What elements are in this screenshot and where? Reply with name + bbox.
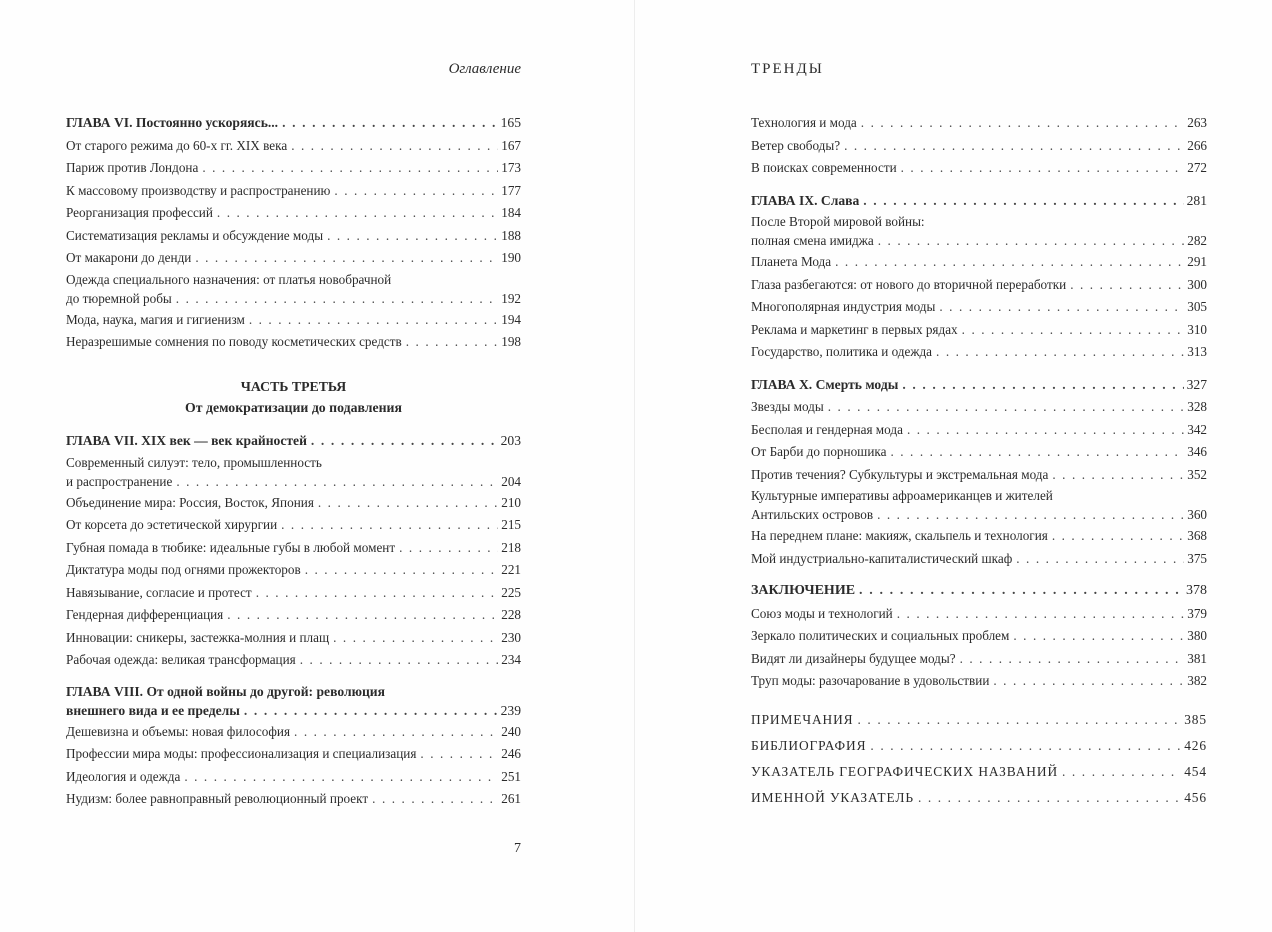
toc-entry[interactable] (751, 135, 1207, 158)
toc-entry-title: Планета Мода (751, 254, 832, 269)
toc-page-number: 210 (501, 494, 521, 510)
dot-leader (291, 135, 498, 158)
toc-page-number: 184 (501, 205, 521, 220)
toc-page-number: 381 (1187, 650, 1207, 666)
dot-leader (334, 180, 498, 203)
toc-entry-title: Неразрешимые сомнения по поводу косметических средств (66, 334, 402, 349)
dot-leader (227, 604, 498, 627)
dot-leader (1016, 548, 1184, 571)
toc-entry-title: Инновации: сникеры, застежка-молния и плащ (66, 629, 330, 645)
toc-entry-title: Губная помада в тюбике: идеальные губы в любой момент (66, 539, 396, 555)
toc-entry-title: Нудизм: более равноправный революционный проект (66, 791, 369, 806)
toc-page-number: 305 (1187, 299, 1207, 314)
toc-page-number: 263 (1187, 115, 1207, 130)
toc-entry-title-line1: После Второй мировой войны: (751, 214, 925, 229)
dot-leader (939, 296, 1184, 319)
toc-entry[interactable] (751, 525, 1207, 548)
toc-entry-title: и распространение (66, 473, 173, 489)
toc-page-number: 272 (1187, 160, 1207, 175)
toc-entry-title: От макарони до денди (66, 250, 192, 265)
toc-section-entry[interactable] (751, 759, 1207, 785)
toc-entry-title: Зеркало политических и социальных проблем (751, 628, 1010, 643)
dot-leader (184, 766, 498, 789)
toc-entry[interactable] (751, 396, 1207, 419)
toc-entry[interactable] (66, 788, 521, 811)
toc-chapter-entry[interactable] (751, 580, 1207, 603)
toc-chapter-entry[interactable] (66, 682, 521, 721)
dot-leader (890, 441, 1184, 464)
toc-entry-title: ГЛАВА VII. XIX век — век крайностей (66, 433, 307, 448)
toc-entry-title: Многополярная индустрия моды (751, 299, 936, 314)
toc-page-number: 203 (500, 433, 521, 448)
toc-entry[interactable] (66, 582, 521, 605)
toc-entry-title: Союз моды и технологий (751, 605, 893, 621)
toc-entry-title: Систематизация рекламы и обсуждение моды (66, 227, 324, 243)
toc-entry-title: От Барби до порношика (751, 444, 887, 459)
toc-page-number: 239 (500, 702, 521, 718)
part-subtitle: От демократизации до подавления (185, 400, 402, 415)
dot-leader (1013, 625, 1184, 648)
toc-page-number: 342 (1187, 421, 1207, 437)
toc-page-number: 454 (1184, 763, 1207, 779)
dot-leader (858, 707, 1182, 733)
dot-leader (962, 319, 1185, 342)
toc-entry-title-line1: Современный силуэт: тело, промышленность (66, 454, 322, 470)
toc-entry-title: ИМЕННОЙ УКАЗАТЕЛЬ (751, 789, 914, 805)
toc-entry-title: Мода, наука, магия и гигиенизм (66, 311, 245, 327)
toc-entry-title: Бесполая и гендерная мода (751, 421, 903, 437)
toc-entry[interactable] (66, 453, 521, 492)
dot-leader (844, 135, 1184, 158)
toc-entry-title: Ветер свободы? (751, 137, 841, 153)
toc-chapter-entry[interactable] (751, 190, 1207, 213)
toc-entry[interactable] (751, 648, 1207, 671)
toc-section-entry[interactable] (751, 785, 1207, 811)
toc-entry-title: до тюремной робы (66, 290, 172, 306)
toc-entry-title: Мой индустриально-капиталистический шкаф (751, 550, 1013, 566)
toc-entry[interactable] (66, 202, 521, 225)
toc-entry[interactable] (751, 296, 1207, 319)
dot-leader (936, 341, 1184, 364)
toc-entry-title: Объединение мира: Россия, Восток, Япония (66, 494, 314, 510)
toc-entry-title: На переднем плане: макияж, скальпель и технология (751, 528, 1048, 543)
toc-page-number: 456 (1184, 789, 1207, 805)
toc-page-number: 230 (501, 629, 521, 645)
toc-entry[interactable] (66, 247, 521, 270)
dot-leader (902, 374, 1183, 397)
toc-entry-title: ЗАКЛЮЧЕНИЕ (751, 583, 856, 598)
toc-page-number: 282 (1187, 233, 1207, 248)
dot-leader (993, 670, 1184, 693)
dot-leader (318, 492, 498, 515)
toc-entry-title: Париж против Лондона (66, 160, 199, 175)
toc-page-number: 346 (1187, 444, 1207, 459)
toc-entry[interactable] (751, 625, 1207, 648)
dot-leader (281, 514, 498, 537)
dot-leader (305, 559, 499, 582)
dot-leader (256, 582, 499, 605)
toc-entry[interactable] (66, 331, 521, 354)
toc-entry-title: ГЛАВА X. Смерть моды (751, 376, 899, 392)
toc-entry-title: Против течения? Субкультуры и экстремальная мода (751, 466, 1049, 482)
dot-leader (828, 396, 1184, 419)
toc-block-right (751, 112, 1207, 811)
toc-entry-title: От корсета до эстетической хирургии (66, 517, 278, 532)
toc-page-number: 300 (1187, 276, 1207, 292)
toc-page-number: 198 (501, 334, 521, 349)
toc-page-number: 380 (1187, 628, 1207, 643)
toc-entry-title: УКАЗАТЕЛЬ ГЕОГРАФИЧЕСКИХ НАЗВАНИЙ (751, 763, 1059, 779)
toc-entry-title: БИБЛИОГРАФИЯ (751, 737, 867, 753)
toc-page-number: 167 (501, 137, 521, 153)
dot-leader (244, 701, 498, 721)
toc-page-number: 385 (1184, 711, 1207, 727)
toc-entry-title: Технология и мода (751, 115, 857, 130)
toc-entry-title: внешнего вида и ее пределы (66, 702, 240, 718)
dot-leader (294, 721, 498, 744)
toc-page-number: 310 (1187, 321, 1207, 337)
dot-leader (878, 231, 1184, 251)
toc-block-chapter-6 (66, 112, 521, 354)
toc-page-number: 173 (501, 160, 521, 175)
toc-entry-title: Навязывание, согласие и протест (66, 584, 252, 600)
dot-leader (202, 157, 498, 180)
toc-entry-title: К массовому производству и распространению (66, 182, 331, 198)
dot-leader (406, 331, 498, 354)
toc-entry[interactable] (751, 464, 1207, 487)
toc-entry-title: ГЛАВА IX. Слава (751, 192, 860, 208)
dot-leader (1052, 525, 1184, 548)
toc-entry[interactable] (751, 319, 1207, 342)
toc-entry[interactable] (751, 486, 1207, 525)
dot-leader (1062, 759, 1181, 785)
right-page (751, 0, 1207, 932)
toc-entry-title: ГЛАВА VI. Постоянно ускоряясь... (66, 115, 279, 130)
toc-entry[interactable] (66, 721, 521, 744)
dot-leader (877, 505, 1184, 525)
dot-leader (861, 112, 1184, 135)
toc-page-number: 375 (1187, 550, 1207, 566)
toc-page-number: 266 (1187, 137, 1207, 153)
dot-leader (907, 419, 1184, 442)
dot-leader (195, 247, 498, 270)
toc-entry-title: Профессии мира моды: профессионализация и специализация (66, 746, 417, 761)
dot-leader (863, 190, 1183, 213)
toc-entry[interactable] (751, 251, 1207, 274)
dot-leader (311, 430, 498, 453)
dot-leader (300, 649, 498, 672)
toc-entry-title-line1: Культурные императивы афроамериканцев и жителей (751, 488, 1053, 503)
toc-entry-title: Глаза разбегаются: от нового до вторичной переработки (751, 276, 1067, 292)
toc-page-number: 251 (501, 768, 521, 784)
dot-leader (217, 202, 498, 225)
toc-entry[interactable] (66, 270, 521, 309)
toc-entry-title: Государство, политика и одежда (751, 344, 933, 359)
toc-entry-title: Реклама и маркетинг в первых рядах (751, 321, 958, 337)
dot-leader (420, 743, 498, 766)
toc-entry[interactable] (751, 157, 1207, 180)
dot-leader (333, 627, 498, 650)
book-spine (634, 0, 635, 932)
toc-entry-title: Труп моды: разочарование в удовольствии (751, 673, 990, 688)
toc-entry[interactable] (751, 441, 1207, 464)
dot-leader (282, 112, 498, 135)
toc-entry-title: От старого режима до 60-х гг. XIX века (66, 137, 288, 153)
toc-entry[interactable] (66, 309, 521, 332)
toc-entry-title-line1: ГЛАВА VIII. От одной войны до другой: революция (66, 683, 385, 699)
dot-leader (901, 157, 1185, 180)
part-heading (66, 376, 521, 418)
dot-leader (176, 289, 498, 309)
toc-entry-title: Реорганизация профессий (66, 205, 213, 220)
toc-entry[interactable] (751, 112, 1207, 135)
toc-entry[interactable] (751, 670, 1207, 693)
toc-page-number: 188 (501, 227, 521, 243)
toc-page-number: 192 (501, 290, 521, 306)
left-page (66, 0, 521, 932)
toc-entry[interactable] (66, 766, 521, 789)
part-label: ЧАСТЬ ТРЕТЬЯ (240, 379, 347, 394)
toc-entry[interactable] (66, 604, 521, 627)
dot-leader (327, 225, 498, 248)
toc-page-number: 204 (501, 473, 521, 489)
toc-entry-title: Антильских островов (751, 507, 874, 522)
dot-leader (918, 785, 1181, 811)
toc-entry[interactable] (751, 603, 1207, 626)
toc-page-number: 327 (1186, 376, 1207, 392)
toc-section-entry[interactable] (751, 733, 1207, 759)
dot-leader (960, 648, 1185, 671)
dot-leader (1070, 274, 1184, 297)
toc-entry-title: полная смена имиджа (751, 233, 874, 248)
toc-entry-title: Гендерная дифференциация (66, 607, 224, 622)
toc-page-number: 225 (501, 584, 521, 600)
toc-entry[interactable] (66, 157, 521, 180)
toc-page-number: 328 (1187, 399, 1207, 414)
toc-entry[interactable] (751, 341, 1207, 364)
toc-entry-title: В поисках современности (751, 160, 897, 175)
running-head-left: Оглавление (448, 61, 521, 77)
toc-page-number: 228 (501, 607, 521, 622)
toc-entry[interactable] (66, 225, 521, 248)
dot-leader (897, 603, 1184, 626)
dot-leader (1052, 464, 1184, 487)
toc-page-number: 352 (1187, 466, 1207, 482)
toc-page-number: 165 (500, 115, 521, 130)
toc-entry[interactable] (66, 135, 521, 158)
toc-page-number: 215 (501, 517, 521, 532)
toc-page-number: 177 (501, 182, 521, 198)
toc-entry[interactable] (751, 212, 1207, 251)
toc-page-number: 218 (501, 539, 521, 555)
toc-section-entry[interactable] (751, 707, 1207, 733)
toc-entry[interactable] (66, 180, 521, 203)
running-head-right: ТРЕНДЫ (751, 61, 824, 77)
toc-entry-title: Идеология и одежда (66, 768, 181, 784)
toc-entry-title-line1: Одежда специального назначения: от платья новобрачной (66, 271, 392, 287)
toc-page-number: 194 (501, 311, 521, 327)
toc-page-number: 261 (501, 791, 521, 806)
toc-chapter-entry[interactable] (751, 374, 1207, 397)
dot-leader (399, 537, 498, 560)
toc-page-number: 378 (1186, 583, 1207, 598)
toc-entry-title: Звезды моды (751, 399, 824, 414)
toc-entry-title: ПРИМЕЧАНИЯ (751, 711, 854, 727)
toc-page-number: 426 (1184, 737, 1207, 753)
toc-entry-title: Дешевизна и объемы: новая философия (66, 723, 291, 739)
toc-chapter-entry[interactable] (66, 112, 521, 135)
dot-leader (859, 580, 1183, 603)
toc-entry-title: Видят ли дизайнеры будущее моды? (751, 650, 956, 666)
toc-entry[interactable] (66, 514, 521, 537)
toc-entry[interactable] (66, 649, 521, 672)
toc-entry[interactable] (751, 548, 1207, 571)
dot-leader (372, 788, 498, 811)
toc-page-number: 190 (501, 250, 521, 265)
toc-page-number: 291 (1187, 254, 1207, 269)
toc-page-number: 313 (1187, 344, 1207, 359)
toc-page-number: 281 (1186, 192, 1207, 208)
toc-entry[interactable] (751, 419, 1207, 442)
toc-entry[interactable] (66, 743, 521, 766)
toc-block-part-3 (66, 362, 521, 811)
toc-entry[interactable] (66, 559, 521, 582)
toc-entry-title: Рабочая одежда: великая трансформация (66, 652, 296, 667)
dot-leader (249, 309, 498, 332)
toc-page-number: 379 (1187, 605, 1207, 621)
toc-page-number: 221 (501, 562, 521, 577)
toc-entry[interactable] (66, 537, 521, 560)
dot-leader (835, 251, 1184, 274)
dot-leader (176, 472, 498, 492)
toc-page-number: 240 (501, 723, 521, 739)
toc-page-number: 368 (1187, 528, 1207, 543)
toc-page-number: 234 (501, 652, 521, 667)
toc-entry-title: Диктатура моды под огнями прожекторов (66, 562, 301, 577)
dot-leader (870, 733, 1181, 759)
page-number: 7 (514, 841, 521, 856)
toc-entry[interactable] (751, 274, 1207, 297)
toc-entry[interactable] (66, 492, 521, 515)
toc-page-number: 382 (1187, 673, 1207, 688)
toc-page-number: 360 (1187, 507, 1207, 522)
toc-entry[interactable] (66, 627, 521, 650)
toc-chapter-entry[interactable] (66, 430, 521, 453)
toc-page-number: 246 (501, 746, 521, 761)
